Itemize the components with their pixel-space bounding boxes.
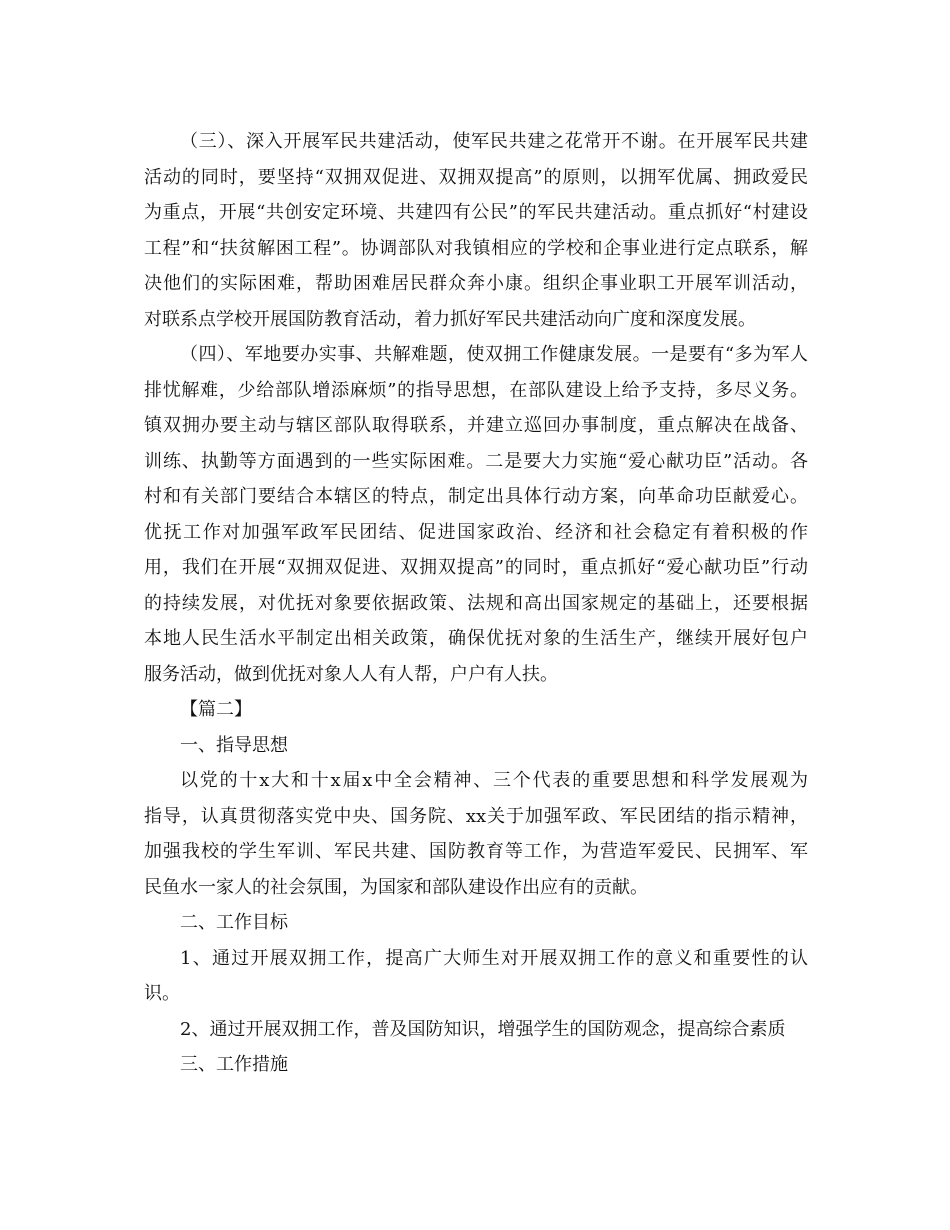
document-page bbox=[144, 124, 808, 1083]
text-line: 加强我校的学生军训、军民共建、国防教育等工作，为营造军爱民、民拥军、军 bbox=[144, 841, 808, 862]
text-line: 决他们的实际困难，帮助困难居民群众奔小康。组织企事业职工开展军训活动， bbox=[144, 273, 808, 294]
text-line: 训练、执勤等方面遇到的一些实际困难。二是要大力实施“爱心献功臣”活动。各 bbox=[144, 450, 808, 472]
text-line: 2、通过开展双拥工作，普及国防知识，增强学生的国防观念，提高综合素质 bbox=[180, 1018, 786, 1040]
paragraph-3 bbox=[144, 124, 808, 337]
goal-item-1 bbox=[144, 941, 808, 1012]
section-heading: 一、指导思想 bbox=[180, 734, 288, 756]
section-heading: 二、工作目标 bbox=[180, 912, 288, 933]
text-line: 为重点，开展“共创安定环境、共建四有公民”的军民共建活动。重点抓好“村建设 bbox=[144, 202, 808, 223]
text-line: 以党的十x大和十x届x中全会精神、三个代表的重要思想和科学发展观为 bbox=[180, 770, 808, 791]
section-heading: 三、工作措施 bbox=[180, 1054, 288, 1075]
text-line: （四）、军地要办实事、共解难题，使双拥工作健康发展。一是要有“多为军人 bbox=[180, 344, 808, 365]
text-line: 活动的同时，要坚持“双拥双促进、双拥双提高”的原则，以拥军优属、拥政爱民 bbox=[144, 166, 808, 188]
goal-item-2 bbox=[144, 1012, 808, 1048]
text-line: 本地人民生活水平制定出相关政策，确保优抚对象的生活生产，继续开展好包户 bbox=[144, 628, 808, 649]
text-line: 服务活动，做到优抚对象人人有人帮，户户有人扶。 bbox=[144, 663, 558, 685]
paragraph-guiding bbox=[144, 763, 808, 905]
text-line: 识。 bbox=[144, 983, 180, 1004]
text-line: 排忧解难，少给部队增添麻烦”的指导思想，在部队建设上给予支持，多尽义务。 bbox=[144, 379, 808, 401]
text-line: 民鱼水一家人的社会氛围，为国家和部队建设作出应有的贡献。 bbox=[144, 876, 648, 898]
part-title: 【篇二】 bbox=[180, 699, 252, 720]
text-line: 村和有关部门要结合本辖区的特点，制定出具体行动方案，向革命功臣献爱心。 bbox=[144, 486, 808, 507]
text-line: 镇双拥办要主动与辖区部队取得联系，并建立巡回办事制度，重点解决在战备、 bbox=[144, 415, 808, 436]
text-line: （三）、深入开展军民共建活动，使军民共建之花常开不谢。在开展军民共建 bbox=[180, 131, 808, 152]
text-line: 工程”和“扶贫解困工程”。协调部队对我镇相应的学校和企事业进行定点联系，解 bbox=[144, 237, 808, 259]
text-line: 的持续发展，对优抚对象要依据政策、法规和高出国家规定的基础上，还要根据 bbox=[144, 592, 808, 614]
paragraph-4 bbox=[144, 337, 808, 692]
text-line: 优抚工作对加强军政军民团结、促进国家政治、经济和社会稳定有着积极的作 bbox=[144, 521, 808, 543]
text-line: 1、通过开展双拥工作，提高广大师生对开展双拥工作的意义和重要性的认 bbox=[180, 947, 808, 969]
text-line: 用，我们在开展“双拥双促进、双拥双提高”的同时，重点抓好“爱心献功臣”行动 bbox=[144, 557, 808, 578]
text-line: 对联系点学校开展国防教育活动，着力抓好军民共建活动向广度和深度发展。 bbox=[144, 308, 756, 330]
text-line: 指导，认真贯彻落实党中央、国务院、xx关于加强军政、军民团结的指示精神， bbox=[144, 805, 808, 827]
